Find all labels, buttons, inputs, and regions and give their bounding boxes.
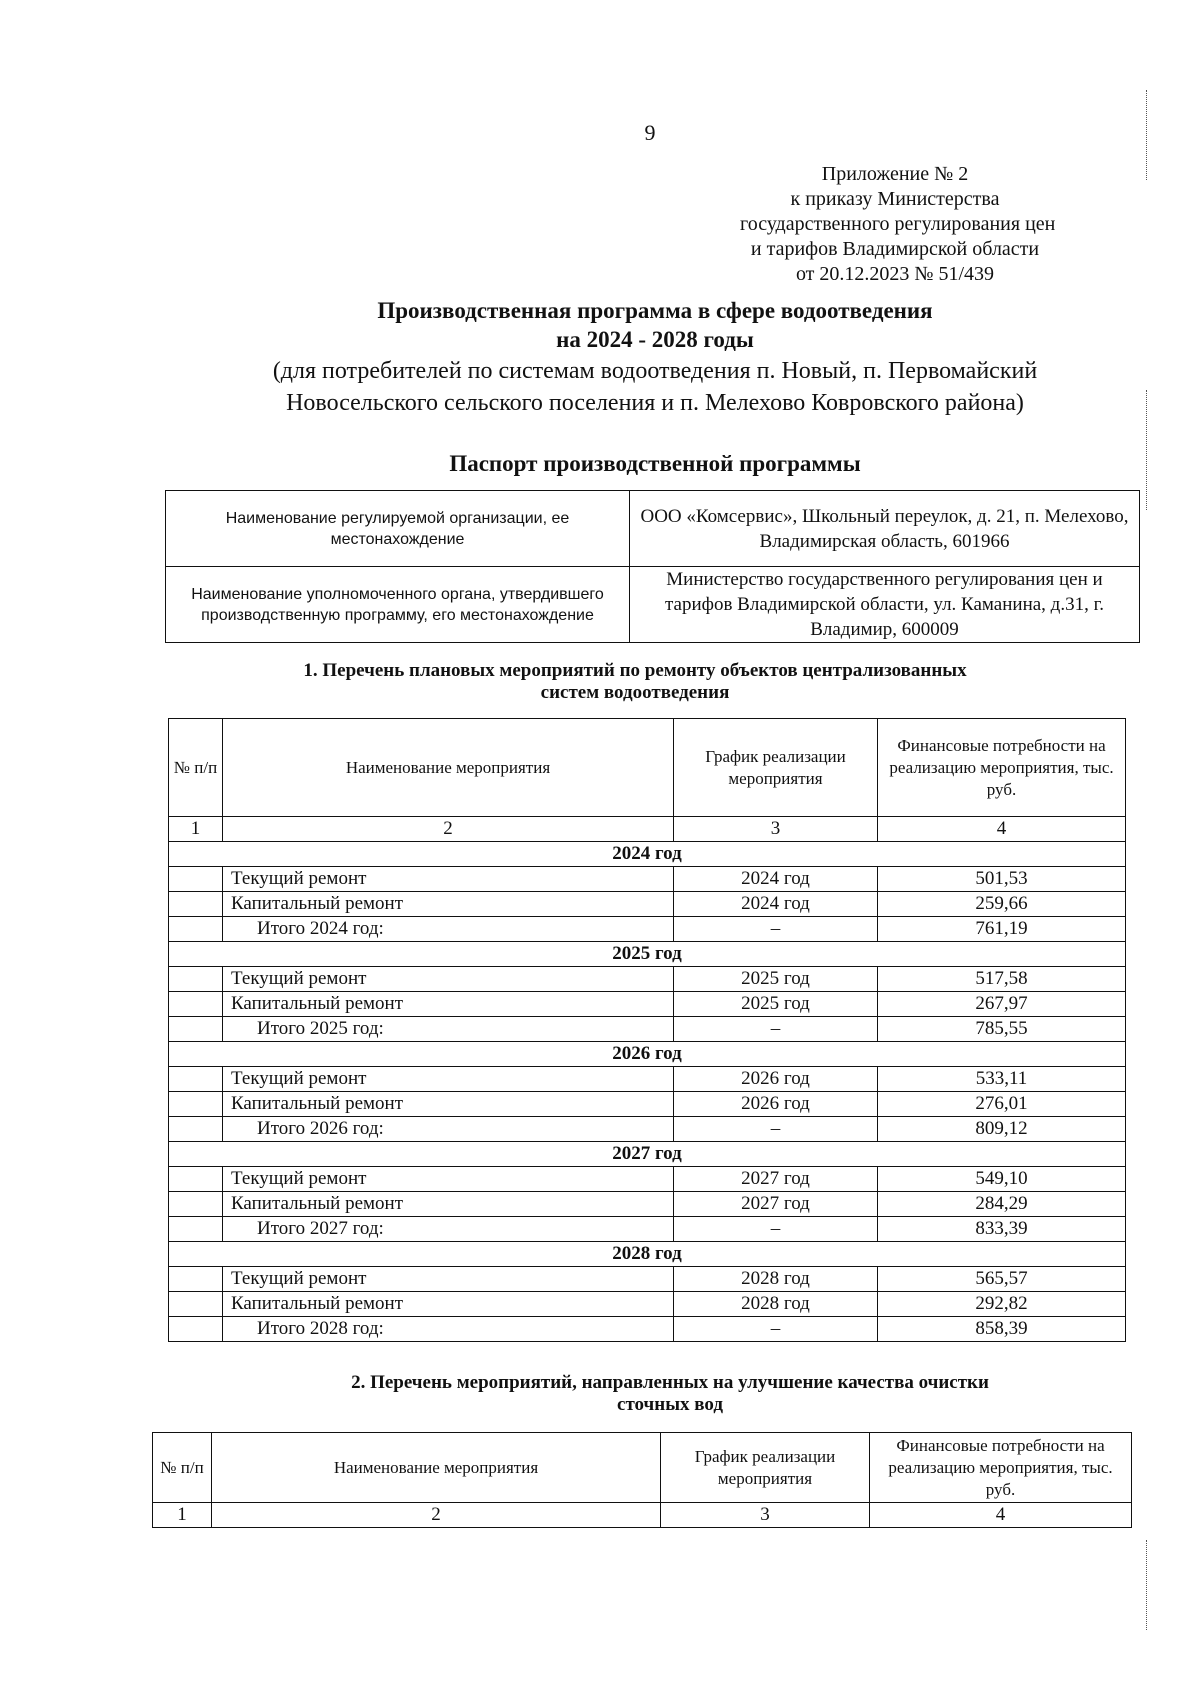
passport-table [165, 490, 1140, 643]
total-schedule: – [674, 1317, 878, 1342]
item-schedule: 2024 год [674, 867, 878, 892]
item-schedule: 2027 год [674, 1167, 878, 1192]
table-row [169, 1292, 1126, 1317]
total-name: Итого 2025 год: [223, 1017, 674, 1042]
item-name: Капитальный ремонт [223, 1092, 674, 1117]
approval-line: от 20.12.2023 № 51/439 [795, 263, 995, 285]
total-name: Итого 2026 год: [223, 1117, 674, 1142]
col-number: 4 [878, 817, 1126, 842]
year-label: 2027 год [169, 1142, 1126, 1167]
item-value: 533,11 [878, 1067, 1126, 1092]
item-value: 549,10 [878, 1167, 1126, 1192]
subtitle-line: (для потребителей по системам водоотведения п. Новый, п. Первомайский [272, 358, 1038, 384]
item-schedule: 2025 год [674, 967, 878, 992]
total-value: 858,39 [878, 1317, 1126, 1342]
col-number: 3 [674, 817, 878, 842]
item-value: 565,57 [878, 1267, 1126, 1292]
year-label: 2025 год [169, 942, 1126, 967]
col-number: 1 [153, 1503, 212, 1528]
item-value: 267,97 [878, 992, 1126, 1017]
total-value: 833,39 [878, 1217, 1126, 1242]
item-value: 276,01 [878, 1092, 1126, 1117]
header-finance: Финансовые потребности на реализацию мероприятия, тыс. руб. [878, 719, 1126, 817]
total-row [169, 917, 1126, 942]
scan-artifact [1146, 390, 1147, 510]
approval-line: государственного регулирования цен [740, 213, 1056, 235]
item-schedule: 2028 год [674, 1267, 878, 1292]
year-row [169, 1042, 1126, 1067]
total-value: 785,55 [878, 1017, 1126, 1042]
passport-label: Наименование регулируемой организации, ее местонахождение [166, 491, 630, 567]
section-title-line: систем водоотведения [540, 682, 730, 703]
page-number: 9 [644, 120, 656, 145]
header-schedule: График реализации мероприятия [661, 1433, 870, 1503]
total-schedule: – [674, 917, 878, 942]
item-schedule: 2026 год [674, 1092, 878, 1117]
col-number: 2 [212, 1503, 661, 1528]
table-row [169, 1067, 1126, 1092]
header-name: Наименование мероприятия [223, 719, 674, 817]
item-name: Капитальный ремонт [223, 1292, 674, 1317]
year-row [169, 842, 1126, 867]
item-schedule: 2024 год [674, 892, 878, 917]
approval-block [740, 162, 1056, 287]
table-header-row [153, 1433, 1132, 1503]
quality-plan-table [152, 1432, 1132, 1528]
year-row [169, 1242, 1126, 1267]
col-number: 2 [223, 817, 674, 842]
total-row [169, 1017, 1126, 1042]
passport-row [166, 567, 1140, 643]
total-name: Итого 2027 год: [223, 1217, 674, 1242]
total-name: Итого 2028 год: [223, 1317, 674, 1342]
approval-line: к приказу Министерства [790, 188, 1000, 210]
item-value: 501,53 [878, 867, 1126, 892]
year-label: 2026 год [169, 1042, 1126, 1067]
table-row [169, 867, 1126, 892]
repair-plan-table [168, 718, 1126, 1342]
item-name: Текущий ремонт [223, 1167, 674, 1192]
total-row [169, 1117, 1126, 1142]
total-schedule: – [674, 1217, 878, 1242]
item-value: 517,58 [878, 967, 1126, 992]
title-line: Производственная программа в сфере водоотведения [377, 298, 933, 323]
item-name: Текущий ремонт [223, 867, 674, 892]
column-number-row [153, 1503, 1132, 1528]
header-num: № п/п [153, 1433, 212, 1503]
scan-artifact [1146, 1540, 1147, 1630]
header-num: № п/п [169, 719, 223, 817]
document-title [120, 296, 1190, 354]
scan-artifact [1146, 90, 1147, 180]
title-line: на 2024 - 2028 годы [556, 327, 754, 352]
item-schedule: 2027 год [674, 1192, 878, 1217]
item-name: Текущий ремонт [223, 967, 674, 992]
item-name: Текущий ремонт [223, 1267, 674, 1292]
total-row [169, 1317, 1126, 1342]
total-value: 761,19 [878, 917, 1126, 942]
total-value: 809,12 [878, 1117, 1126, 1142]
year-row [169, 1142, 1126, 1167]
table-row [169, 1092, 1126, 1117]
item-schedule: 2025 год [674, 992, 878, 1017]
passport-title: Паспорт производственной программы [449, 451, 861, 476]
section1-title [150, 660, 1120, 704]
item-schedule: 2026 год [674, 1067, 878, 1092]
table-row [169, 892, 1126, 917]
table-row [169, 967, 1126, 992]
col-number: 4 [870, 1503, 1132, 1528]
section-title-line: 2. Перечень мероприятий, направленных на улучшение качества очистки [351, 1372, 989, 1393]
section2-title [220, 1372, 1120, 1416]
header-finance: Финансовые потребности на реализацию мероприятия, тыс. руб. [870, 1433, 1132, 1503]
item-value: 284,29 [878, 1192, 1126, 1217]
col-number: 1 [169, 817, 223, 842]
table-row [169, 1167, 1126, 1192]
item-name: Текущий ремонт [223, 1067, 674, 1092]
column-number-row [169, 817, 1126, 842]
approval-line: и тарифов Владимирской области [750, 238, 1040, 260]
section-title-line: сточных вод [617, 1394, 723, 1415]
item-schedule: 2028 год [674, 1292, 878, 1317]
table-row [169, 1192, 1126, 1217]
header-schedule: График реализации мероприятия [674, 719, 878, 817]
section-title-line: 1. Перечень плановых мероприятий по ремонту объектов централизованных [303, 660, 967, 681]
passport-row [166, 491, 1140, 567]
item-name: Капитальный ремонт [223, 992, 674, 1017]
approval-line: Приложение № 2 [821, 163, 969, 185]
table-row [169, 1267, 1126, 1292]
header-name: Наименование мероприятия [212, 1433, 661, 1503]
total-name: Итого 2024 год: [223, 917, 674, 942]
item-name: Капитальный ремонт [223, 892, 674, 917]
year-label: 2028 год [169, 1242, 1126, 1267]
total-schedule: – [674, 1117, 878, 1142]
subtitle-line: Новосельского сельского поселения и п. Мелехово Ковровского района) [286, 390, 1024, 416]
passport-label: Наименование уполномоченного органа, утвердившего производственную программу, его местонахождение [166, 567, 630, 643]
table-row [169, 992, 1126, 1017]
passport-value: Министерство государственного регулирования цен и тарифов Владимирской области, ул. Каманина, д.31, г. Владимир, 600009 [630, 567, 1140, 643]
year-row [169, 942, 1126, 967]
table-header-row [169, 719, 1126, 817]
col-number: 3 [661, 1503, 870, 1528]
item-name: Капитальный ремонт [223, 1192, 674, 1217]
item-value: 259,66 [878, 892, 1126, 917]
passport-value: ООО «Комсервис», Школьный переулок, д. 21, п. Мелехово, Владимирская область, 601966 [630, 491, 1140, 567]
total-row [169, 1217, 1126, 1242]
total-schedule: – [674, 1017, 878, 1042]
document-subtitle [120, 355, 1190, 419]
item-value: 292,82 [878, 1292, 1126, 1317]
year-label: 2024 год [169, 842, 1126, 867]
